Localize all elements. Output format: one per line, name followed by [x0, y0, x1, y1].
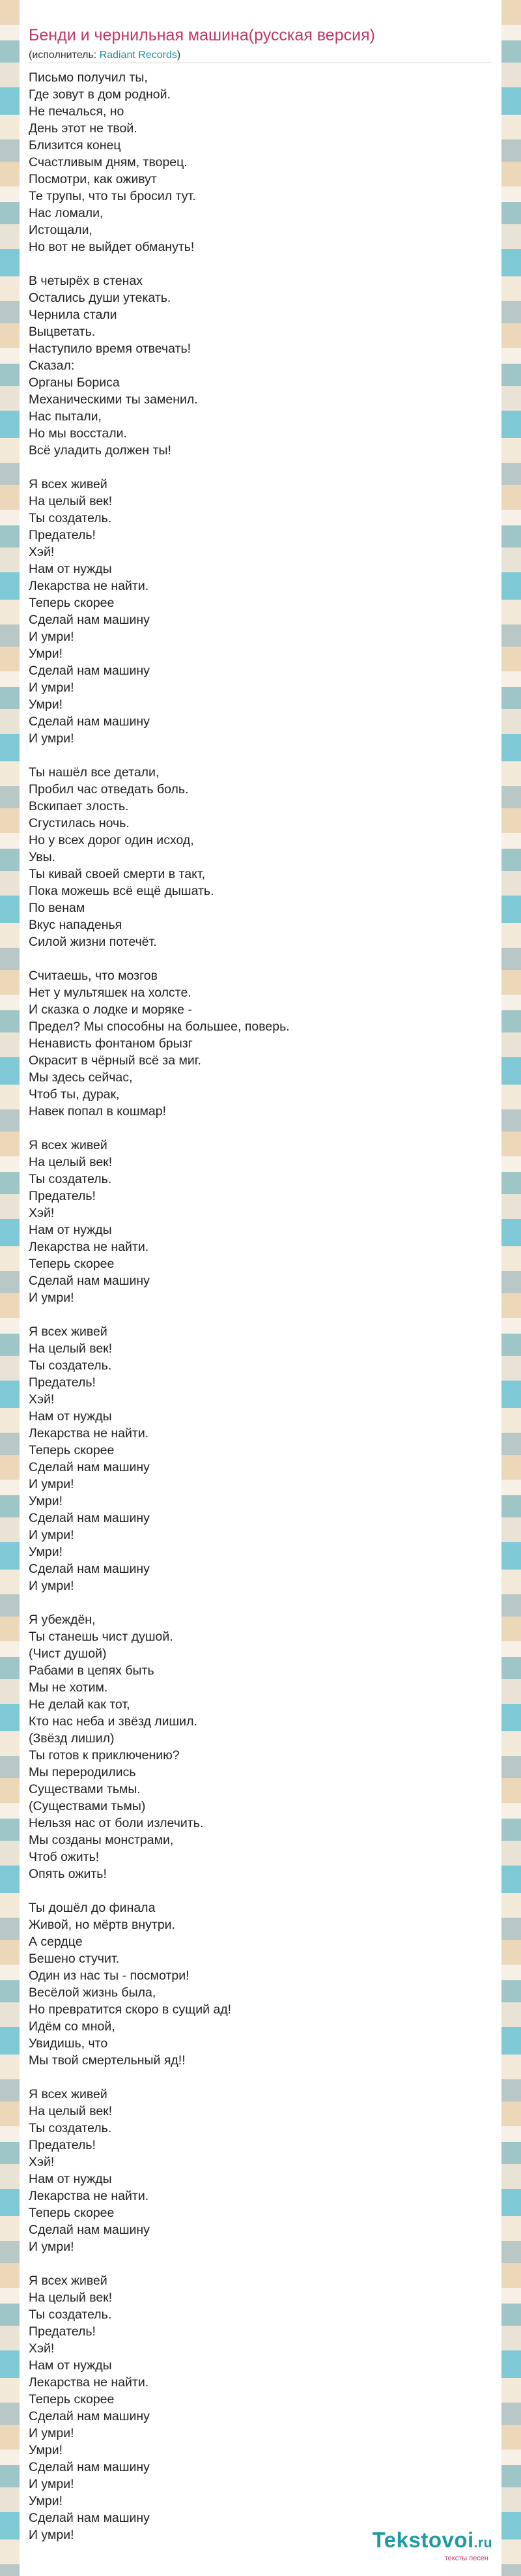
lyrics-line: Предатель!: [29, 528, 96, 542]
lyrics-line: И умри!: [29, 1579, 74, 1593]
lyrics-stanza: [29, 764, 485, 950]
artist-link[interactable]: Radiant Records: [99, 50, 177, 61]
lyrics-line: Лекарства не найти.: [29, 1240, 149, 1254]
site-logo[interactable]: [373, 2528, 492, 2562]
lyrics-line: Мы не хотим.: [29, 1680, 108, 1695]
lyrics-line: Нам от нужды: [29, 2358, 112, 2373]
lyrics-line: Сделай нам машину: [29, 2409, 150, 2423]
lyrics-line: Хэй!: [29, 1392, 55, 1407]
lyrics-line: Но у всех дорог один исход,: [29, 833, 194, 847]
lyrics-line: Ты дошёл до финала: [29, 1901, 156, 1915]
lyrics-line: Остались души утекать.: [29, 291, 171, 305]
lyrics-line: Нам от нужды: [29, 1409, 112, 1424]
lyrics-line: Посмотри, как оживут: [29, 172, 157, 186]
artist-suffix: ): [176, 50, 181, 61]
lyrics-line: Чтоб ожить!: [29, 1850, 100, 1864]
lyrics-stanza: [29, 1323, 485, 1594]
logo-tld: .ru: [473, 2536, 492, 2551]
lyrics-line: Сделай нам машину: [29, 2460, 150, 2474]
lyrics-line: Предатель!: [29, 1375, 96, 1390]
lyrics-line: Органы Бориса: [29, 375, 120, 390]
lyrics-line: Я всех живей: [29, 2087, 107, 2101]
lyrics-line: Предатель!: [29, 2324, 96, 2339]
lyrics-line: Нам от нужды: [29, 1223, 112, 1237]
lyrics-line: Сделай нам машину: [29, 2223, 150, 2237]
lyrics-line: На целый век!: [29, 2104, 113, 2118]
lyrics-stanza: [29, 272, 485, 459]
lyrics-line: Не делай как тот,: [29, 1697, 130, 1712]
lyrics-stanza: [29, 2272, 485, 2543]
lyrics-line: Мы переродились: [29, 1765, 136, 1779]
lyrics-line: Где зовут в дом родной.: [29, 87, 171, 102]
lyrics-line: (Чист душой): [29, 1647, 107, 1661]
lyrics-line: Близится конец: [29, 138, 121, 153]
lyrics-line: Нет у мультяшек на холсте.: [29, 986, 191, 1000]
lyrics-line: Идём со мной,: [29, 2019, 115, 2034]
lyrics-line: Механическими ты заменил.: [29, 392, 198, 407]
lyrics-line: Сделай нам машину: [29, 1511, 150, 1525]
lyrics-line: Сделай нам машину: [29, 714, 150, 729]
lyrics-line: Кто нас неба и звёзд лишил.: [29, 1714, 197, 1729]
lyrics-line: Я всех живей: [29, 1138, 107, 1152]
lyrics-stanza: [29, 476, 485, 747]
lyrics-line: День этот не твой.: [29, 121, 137, 136]
lyrics-line: Сказал:: [29, 359, 75, 373]
song-title: Бенди и чернильная машина(русская версия): [29, 26, 375, 44]
lyrics-line: Мы созданы монстрами,: [29, 1833, 174, 1847]
lyrics-line: Всё уладить должен ты!: [29, 443, 171, 458]
lyrics-line: Умри!: [29, 1545, 63, 1559]
lyrics-line: Увидишь, что: [29, 2036, 108, 2051]
lyrics-line: Мы твой смертельный яд!!: [29, 2053, 186, 2068]
lyrics-line: Один из нас ты - посмотри!: [29, 1969, 190, 1983]
lyrics-line: Лекарства не найти.: [29, 2375, 149, 2390]
artist-line: [29, 50, 180, 61]
lyrics-line: Теперь скорее: [29, 2392, 115, 2407]
lyrics-line: Сделай нам машину: [29, 1562, 150, 1576]
lyrics-line: Пока можешь всё ещё дышать.: [29, 884, 214, 898]
lyrics-line: Я всех живей: [29, 1325, 107, 1339]
lyrics-line: Сделай нам машину: [29, 1460, 150, 1474]
lyrics-line: Но превратится скоро в сущий ад!: [29, 2002, 232, 2017]
lyrics-line: Умри!: [29, 647, 63, 661]
lyrics-line: Чтоб ты, дурак,: [29, 1087, 120, 1102]
lyrics-line: Выцветать.: [29, 325, 96, 339]
lyrics-line: Теперь скорее: [29, 1257, 115, 1271]
lyrics-line: Хэй!: [29, 2341, 55, 2356]
lyrics-line: Не печалься, но: [29, 104, 124, 119]
lyrics-line: Вскипает злость.: [29, 799, 129, 813]
lyrics-line: Нам от нужды: [29, 562, 112, 576]
lyrics-line: Я всех живей: [29, 477, 107, 491]
lyrics-stanza: [29, 69, 485, 256]
lyrics-line: Лекарства не найти.: [29, 2189, 149, 2203]
lyrics-line: Нельзя нас от боли излечить.: [29, 1816, 204, 1830]
lyrics-line: Счастливым дням, творец.: [29, 155, 188, 169]
lyrics-line: Окрасит в чёрный всё за миг.: [29, 1053, 201, 1068]
lyrics-line: Нас ломали,: [29, 206, 104, 220]
lyrics-line: Теперь скорее: [29, 596, 115, 610]
lyrics-line: Теперь скорее: [29, 2206, 115, 2220]
page-content: [20, 0, 501, 2576]
lyrics-line: И умри!: [29, 681, 74, 695]
lyrics-line: На целый век!: [29, 2291, 113, 2305]
lyrics-line: Весёлой жизнь была,: [29, 1985, 156, 2000]
lyrics-line: Ты кивай своей смерти в такт,: [29, 867, 206, 881]
lyrics-line: И умри!: [29, 2240, 74, 2254]
logo-name: Tekstovoi: [372, 2528, 474, 2552]
lyrics-line: Истощали,: [29, 223, 92, 237]
lyrics-line: В четырёх в стенах: [29, 274, 143, 288]
lyrics-line: Хэй!: [29, 2155, 55, 2169]
lyrics-line: Ты создатель.: [29, 511, 112, 525]
lyrics-line: (Существами тьмы): [29, 1799, 146, 1813]
lyrics-line: Наступило время отвечать!: [29, 342, 191, 356]
lyrics-line: Сгустилась ночь.: [29, 816, 130, 830]
lyrics-line: Ты нашёл все детали,: [29, 765, 160, 780]
logo-wordmark: [373, 2528, 492, 2556]
lyrics-line: Рабами в цепях быть: [29, 1663, 154, 1678]
lyrics-line: И умри!: [29, 1528, 74, 1542]
lyrics-line: Считаешь, что мозгов: [29, 969, 158, 983]
lyrics-line: Опять ожить!: [29, 1867, 107, 1881]
lyrics-line: Хэй!: [29, 1206, 55, 1220]
lyrics-line: Вкус нападенья: [29, 918, 122, 932]
lyrics-line: Лекарства не найти.: [29, 1426, 149, 1441]
lyrics-stanza: [29, 1899, 485, 2069]
lyrics-line: Мы здесь сейчас,: [29, 1070, 133, 1085]
lyrics-line: Навек попал в кошмар!: [29, 1104, 166, 1119]
lyrics-line: Нас пытали,: [29, 409, 102, 424]
lyrics-line: И сказка о лодке и моряке -: [29, 1003, 192, 1017]
lyrics-line: И умри!: [29, 630, 74, 644]
lyrics-line: И умри!: [29, 2477, 74, 2491]
lyrics-line: Предатель!: [29, 1189, 96, 1203]
lyrics-stanza: [29, 967, 485, 1120]
lyrics-line: На целый век!: [29, 1155, 113, 1169]
lyrics-stanza: [29, 1611, 485, 1882]
lyrics-line: Силой жизни потечёт.: [29, 935, 157, 949]
lyrics-line: Существами тьмы.: [29, 1782, 141, 1796]
logo-tagline: тексты песен: [444, 2554, 488, 2562]
lyrics-line: Ненависть фонтаном брызг: [29, 1036, 193, 1051]
lyrics-line: Умри!: [29, 2494, 63, 2508]
lyrics-line: Пробил час отведать боль.: [29, 782, 189, 797]
artist-prefix: (исполнитель:: [29, 50, 100, 61]
lyrics-line: Умри!: [29, 697, 63, 712]
lyrics-stanza: [29, 2086, 485, 2255]
lyrics-line: И умри!: [29, 1291, 74, 1305]
lyrics-line: Те трупы, что ты бросил тут.: [29, 189, 196, 203]
lyrics-line: Хэй!: [29, 545, 55, 559]
lyrics-line: По венам: [29, 901, 85, 915]
lyrics-line: Умри!: [29, 1494, 63, 1508]
lyrics-line: Ты создатель.: [29, 2307, 112, 2322]
lyrics-line: Ты готов к приключению?: [29, 1748, 180, 1763]
lyrics-line: Теперь скорее: [29, 1443, 115, 1457]
lyrics-line: Чернила стали: [29, 308, 117, 322]
lyrics-line: Ты создатель.: [29, 1172, 112, 1186]
lyrics-line: Я убеждён,: [29, 1613, 96, 1627]
lyrics-line: Но мы восстали.: [29, 426, 127, 441]
lyrics-line: Сделай нам машину: [29, 664, 150, 678]
lyrics-line: И умри!: [29, 2528, 74, 2542]
lyrics-line: Но вот не выйдет обмануть!: [29, 240, 195, 254]
lyrics-line: Нам от нужды: [29, 2172, 112, 2186]
lyrics-line: Сделай нам машину: [29, 2511, 150, 2525]
lyrics-text: [29, 69, 485, 2560]
lyrics-line: На целый век!: [29, 1341, 113, 1356]
lyrics-line: Предел? Мы способны на большее, поверь.: [29, 1019, 290, 1034]
lyrics-line: Лекарства не найти.: [29, 579, 149, 593]
lyrics-stanza: [29, 1137, 485, 1306]
lyrics-line: Сделай нам машину: [29, 1274, 150, 1288]
lyrics-line: И умри!: [29, 731, 74, 746]
lyrics-line: Умри!: [29, 2443, 63, 2457]
lyrics-line: Сделай нам машину: [29, 613, 150, 627]
lyrics-line: На целый век!: [29, 494, 113, 508]
lyrics-line: Ты создатель.: [29, 1358, 112, 1373]
lyrics-line: Я всех живей: [29, 2274, 107, 2288]
lyrics-line: И умри!: [29, 2426, 74, 2440]
lyrics-line: (Звёзд лишил): [29, 1731, 115, 1746]
lyrics-line: Увы.: [29, 850, 56, 864]
lyrics-line: И умри!: [29, 1477, 74, 1491]
lyrics-line: Живой, но мёртв внутри.: [29, 1918, 175, 1932]
lyrics-line: А сердце: [29, 1935, 83, 1949]
lyrics-line: Бешено стучит.: [29, 1952, 120, 1966]
lyrics-line: Предатель!: [29, 2138, 96, 2152]
lyrics-line: Письмо получил ты,: [29, 70, 148, 85]
lyrics-line: Ты создатель.: [29, 2121, 112, 2135]
lyrics-line: Ты станешь чист душой.: [29, 1630, 173, 1644]
